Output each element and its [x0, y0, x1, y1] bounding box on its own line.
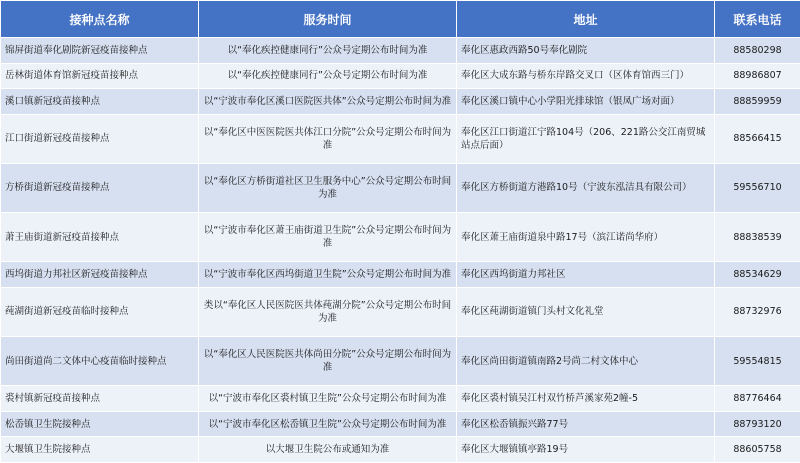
- address-cell: 奉化区江口街道江宁路104号（206、221路公交江南贸城站点后面）: [457, 114, 715, 163]
- phone-cell: 59556710: [715, 163, 800, 212]
- header-service-time: 服务时间: [199, 1, 457, 38]
- table-row: [1, 262, 800, 288]
- table-row: [1, 213, 800, 262]
- header-address: 地址: [457, 1, 715, 38]
- table-row: [1, 38, 800, 64]
- site-name-cell: 松岙镇卫生院接种点: [1, 411, 199, 437]
- address-cell: 奉化区裘村镇吴江村双竹桥芦溪家苑2幢-5: [457, 386, 715, 412]
- phone-cell: 88580298: [715, 38, 800, 64]
- service-time-cell: 以大堰卫生院公布或通知为准: [199, 437, 457, 463]
- address-cell: 奉化区大成东路与桥东岸路交叉口（区体育馆西三门）: [457, 63, 715, 89]
- table-row: [1, 411, 800, 437]
- site-name-cell: 方桥街道新冠疫苗接种点: [1, 163, 199, 212]
- phone-cell: 59554815: [715, 337, 800, 386]
- phone-cell: 88986807: [715, 63, 800, 89]
- phone-cell: 88859959: [715, 89, 800, 115]
- address-cell: 奉化区莼湖街道镇门头村文化礼堂: [457, 287, 715, 336]
- site-name-cell: 萧王庙街道新冠疫苗接种点: [1, 213, 199, 262]
- phone-cell: 88793120: [715, 411, 800, 437]
- site-name-cell: 江口街道新冠疫苗接种点: [1, 114, 199, 163]
- site-name-cell: 溪口镇新冠疫苗接种点: [1, 89, 199, 115]
- site-name-cell: 锦屏街道奉化剧院新冠疫苗接种点: [1, 38, 199, 64]
- table-header-row: [1, 1, 800, 38]
- service-time-cell: 以“奉化疾控健康同行”公众号定期公布时间为准: [199, 63, 457, 89]
- address-cell: 奉化区惠政西路50号奉化剧院: [457, 38, 715, 64]
- address-cell: 奉化区尚田街道镇南路2号尚二村文体中心: [457, 337, 715, 386]
- address-cell: 奉化区溪口镇中心小学阳光排球馆（银凤广场对面）: [457, 89, 715, 115]
- address-cell: 奉化区萧王庙街道泉中路17号（滨江诺尚华府）: [457, 213, 715, 262]
- service-time-cell: 以“奉化区方桥街道社区卫生服务中心”公众号定期公布时间为准: [199, 163, 457, 212]
- service-time-cell: 以“宁波市奉化区西坞街道卫生院”公众号定期公布时间为准: [199, 262, 457, 288]
- phone-cell: 88776464: [715, 386, 800, 412]
- site-name-cell: 岳林街道体育馆新冠疫苗接种点: [1, 63, 199, 89]
- address-cell: 奉化区大堰镇镇亭路19号: [457, 437, 715, 463]
- service-time-cell: 以“奉化区中医医院医共体江口分院”公众号定期公布时间为准: [199, 114, 457, 163]
- service-time-cell: 以“奉化疾控健康同行”公众号定期公布时间为准: [199, 38, 457, 64]
- service-time-cell: 以“宁波市奉化区溪口医院医共体”公众号定期公布时间为准: [199, 89, 457, 115]
- table-row: [1, 337, 800, 386]
- table-row: [1, 89, 800, 115]
- address-cell: 奉化区西坞街道力邦社区: [457, 262, 715, 288]
- site-name-cell: 莼湖街道新冠疫苗临时接种点: [1, 287, 199, 336]
- site-name-cell: 裘村镇新冠疫苗接种点: [1, 386, 199, 412]
- table-row: [1, 63, 800, 89]
- phone-cell: 88534629: [715, 262, 800, 288]
- address-cell: 奉化区方桥街道方港路10号（宁波东泓洁具有限公司）: [457, 163, 715, 212]
- service-time-cell: 以“宁波市奉化区松岙镇卫生院”公众号定期公布时间为准: [199, 411, 457, 437]
- table-row: [1, 437, 800, 463]
- table-row: [1, 114, 800, 163]
- service-time-cell: 以“宁波市奉化区萧王庙街道卫生院”公众号定期公布时间为准: [199, 213, 457, 262]
- service-time-cell: 类以“奉化区人民医院医共体莼湖分院”公众号定期公布时间为准: [199, 287, 457, 336]
- site-name-cell: 西坞街道力邦社区新冠疫苗接种点: [1, 262, 199, 288]
- header-phone: 联系电话: [715, 1, 800, 38]
- phone-cell: 88566415: [715, 114, 800, 163]
- phone-cell: 88732976: [715, 287, 800, 336]
- phone-cell: 88838539: [715, 213, 800, 262]
- site-name-cell: 大堰镇卫生院接种点: [1, 437, 199, 463]
- site-name-cell: 尚田街道尚二文体中心疫苗临时接种点: [1, 337, 199, 386]
- service-time-cell: 以“奉化区人民医院医共体尚田分院”公众号定期公布时间为准: [199, 337, 457, 386]
- table-row: [1, 163, 800, 212]
- table-row: [1, 287, 800, 336]
- address-cell: 奉化区松岙镇振兴路77号: [457, 411, 715, 437]
- phone-cell: 88605758: [715, 437, 800, 463]
- service-time-cell: 以“宁波市奉化区裘村镇卫生院”公众号定期公布时间为准: [199, 386, 457, 412]
- table-row: [1, 386, 800, 412]
- header-site-name: 接种点名称: [1, 1, 199, 38]
